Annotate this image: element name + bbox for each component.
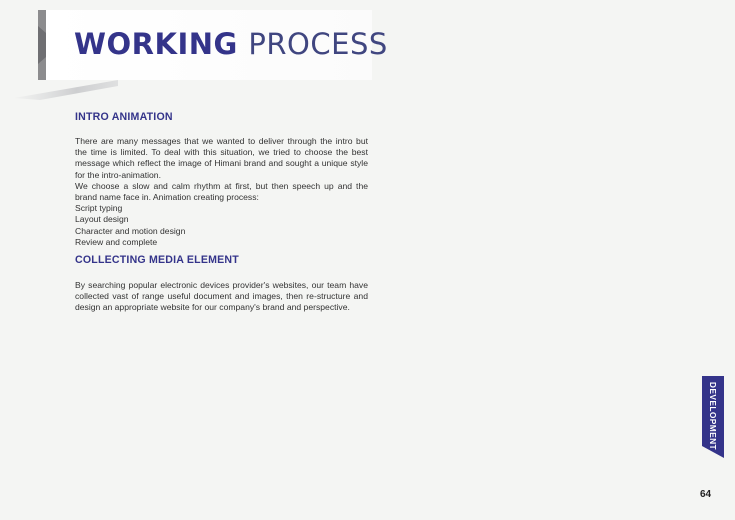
section-body — [75, 136, 368, 248]
paragraph: We choose a slow and calm rhythm at first, but then speech up and the brand name face in. Animation creating process: — [75, 180, 368, 203]
page-title — [74, 26, 388, 62]
section-intro-animation — [75, 110, 368, 248]
paragraph: There are many messages that we wanted to deliver through the intro but the time is limited. To deal with this situation, we tried to choose the best message which reflect the image of Himani brand and sought a unique style for the intro-animation. — [75, 136, 368, 180]
section-heading: INTRO ANIMATION — [75, 111, 173, 123]
paragraph: By searching popular electronic devices provider's websites, our team have collected vast of range useful document and images, then re-structure and design an appropriate website for our company's brand and perspective. — [75, 280, 368, 313]
side-tab-label: DEVELOPMENT — [708, 381, 718, 451]
list-item: Review and complete — [75, 236, 158, 247]
header-shadow — [14, 80, 118, 100]
page-number: 64 — [700, 489, 712, 500]
list-item: Character and motion design — [75, 225, 186, 236]
list-item: Layout design — [75, 214, 129, 225]
section-heading: COLLECTING MEDIA ELEMENT — [75, 254, 239, 266]
section-collecting-media — [75, 253, 368, 314]
page-title-light: PROCESS — [248, 27, 388, 61]
page-title-bold: WORKING — [74, 27, 238, 61]
list-item: Script typing — [75, 203, 123, 214]
section-body — [75, 280, 368, 314]
